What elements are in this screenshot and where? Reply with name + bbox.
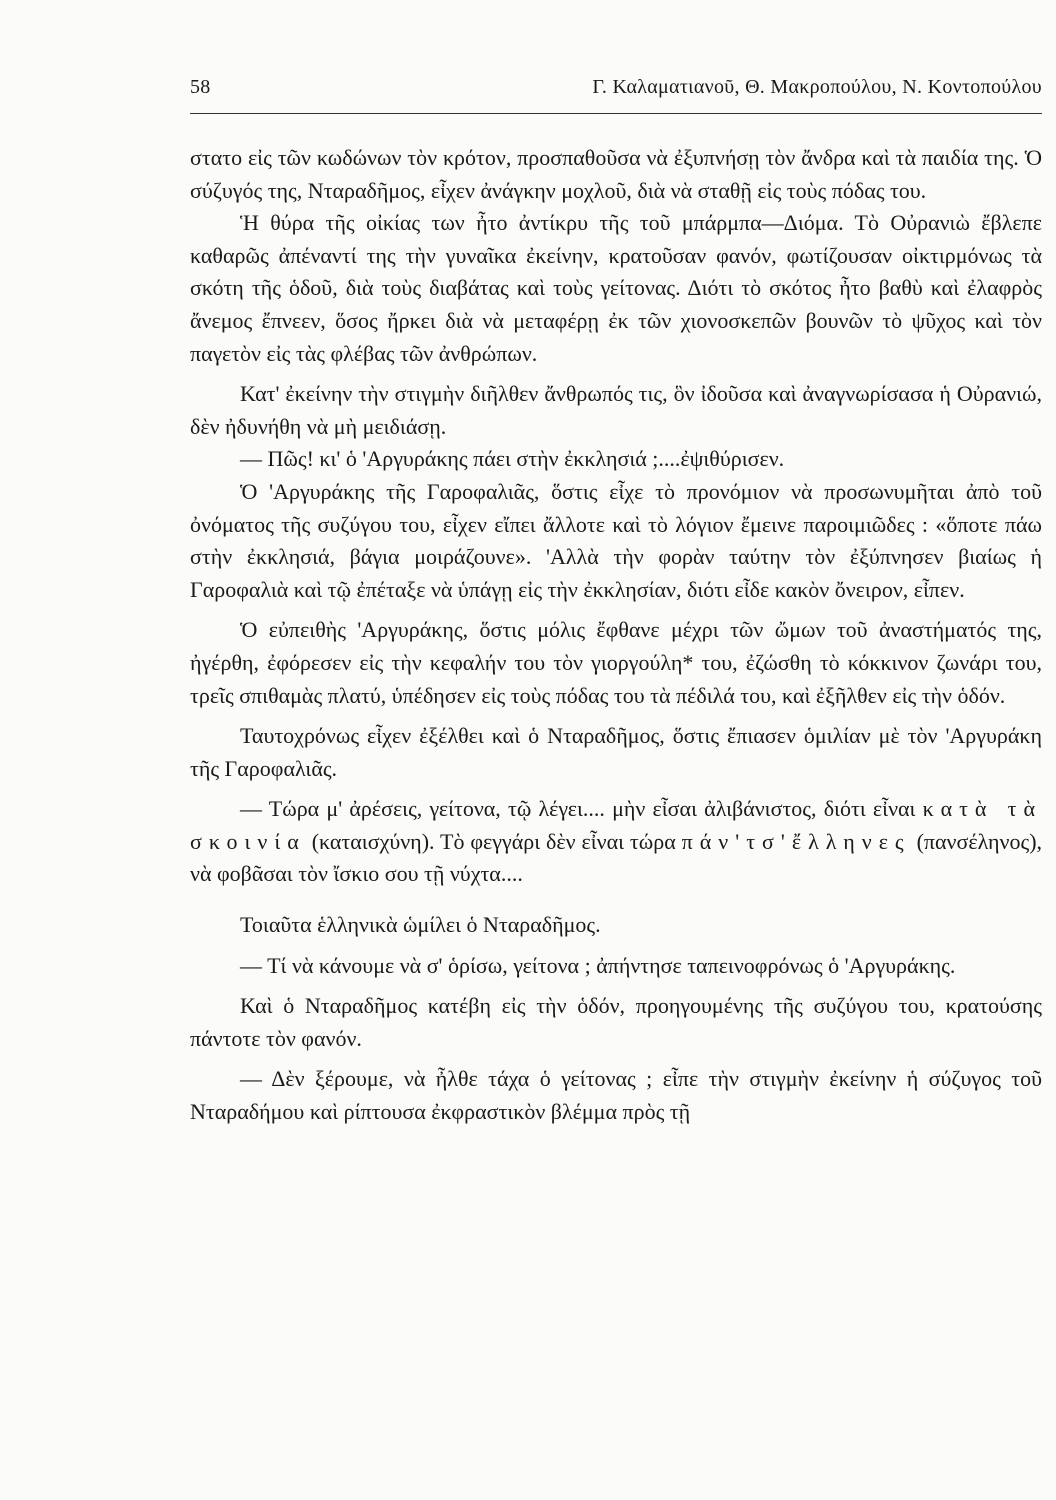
running-head-authors: Γ. Καλαματιανοῦ, Θ. Μακροπούλου, Ν. Κοντοπούλου	[592, 76, 1042, 98]
paragraph: Ὁ εὐπειθὴς 'Αργυράκης, ὅστις μόλις ἔφθανε μέχρι τῶν ὤμων τοῦ ἀναστήματός της, ἠγέρθη, ἐφόρεσεν εἰς τὴν κεφαλήν του τὸν γιοργούλη* του, ἐζώσθη τὸ κόκκινον ζωνάρι του, τρεῖς σπιθαμὰς πλατύ, ὑπέδησεν εἰς τοὺς πόδας του τὰ πέδιλά του, καὶ ἐξῆλθεν εἰς τὴν ὁδόν.	[190, 617, 1042, 708]
page-number: 58	[190, 76, 211, 98]
paragraph: — Πῶς! κι' ὁ 'Αργυράκης πάει στὴν ἐκκλησιά ;....ἐψιθύρισεν.	[240, 446, 785, 472]
paragraph: — Δὲν ξέρουμε, νὰ ἦλθε τάχα ὁ γείτονας ; εἶπε τὴν στιγμὴν ἐκείνην ἡ σύζυγος τοῦ Νταραδήμου καὶ ρίπτουσα ἐκφραστικὸν βλέμμα πρὸς τῇ	[190, 1066, 1042, 1125]
paragraph-run: — Τώρα μ' ἀρέσεις, γείτονα, τῷ λέγει.... μὴν εἶσαι ἀλιβάνιστος, διότι εἶναι	[240, 796, 916, 822]
paragraph: — Τί νὰ κάνουμε νὰ σ' ὁρίσω, γείτονα ; ἀπήντησε ταπεινοφρόνως ὁ 'Αργυράκης.	[240, 952, 956, 978]
paragraph: στατο εἰς τῶν κωδώνων τὸν κρότον, προσπαθοῦσα νὰ ἐξυπνήσῃ τὸν ἄνδρα καὶ τὰ παιδία της. Ὁ σύζυγός της, Νταραδῆμος, εἶχεν ἀνάγκην μοχλοῦ, διὰ νὰ σταθῇ εἰς τοὺς πόδας του.	[190, 145, 1042, 203]
header-rule	[190, 113, 1042, 114]
paragraph: Τοιαῦτα ἑλληνικὰ ὡμίλει ὁ Νταραδῆμος.	[240, 912, 601, 938]
paragraph-run: (καταισχύνη). Τὸ φεγγάρι δὲν εἶναι τώρα	[311, 828, 676, 854]
running-head	[190, 76, 1042, 108]
paragraph	[190, 793, 1042, 891]
spaced-phrase: κατὰ τὰ σκοινία	[190, 796, 1043, 854]
paragraph: Ὁ 'Αργυράκης τῆς Γαροφαλιᾶς, ὅστις εἶχε τὸ προνόμιον νὰ προσωνυμῆται ἀπὸ τοῦ ὀνόματος τῆς συζύγου του, εἶχεν εἴπει ἄλλοτε καὶ τὸ λόγιον ἔμεινε παροιμιῶδες : «ὅποτε πάω στὴν ἐκκλησιά, βάγια μοιράζουνε». 'Αλλὰ τὴν φορὰν ταύτην τὸν ἐξύπνησεν βιαίως ἡ Γαροφαλιὰ καὶ τῷ ἐπέταξε νὰ ὑπάγῃ εἰς τὴν ἐκκλησίαν, διότι εἶδε κακὸν ὄνειρον, εἶπεν.	[190, 478, 1042, 602]
paragraph: Κατ' ἐκείνην τὴν στιγμὴν διῆλθεν ἄνθρωπός τις, ὃν ἰδοῦσα καὶ ἀναγνωρίσασα ἡ Οὐρανιώ, δὲν ἠδυνήθη νὰ μὴ μειδιάσῃ.	[190, 381, 1042, 439]
paragraph-run: (πανσέληνος), νὰ φοβᾶσαι τὸν ἴσκιο σου τῇ νύχτα....	[190, 828, 1043, 887]
paragraph: Ἡ θύρα τῆς οἰκίας των ἦτο ἀντίκρυ τῆς τοῦ μπάρμπα—Διόμα. Τὸ Οὐρανιὼ ἔβλεπε καθαρῶς ἀπέναντί της τὴν γυναῖκα ἐκείνην, κρατοῦσαν φανόν, φωτίζουσαν οἰκτιρμόνως τὰ σκότη τῆς ὁδοῦ, διὰ τοὺς διαβάτας καὶ τοὺς γείτονας. Διότι τὸ σκότος ἦτο βαθὺ καὶ ἐλαφρὸς ἄνεμος ἔπνεεν, ὅσος ἤρκει διὰ νὰ μεταφέρῃ ἐκ τῶν χιονοσκεπῶν βουνῶν τὸ ψῦχος καὶ τὸν παγετὸν εἰς τὰς φλέβας τῶν ἀνθρώπων.	[190, 210, 1042, 366]
paragraph: Καὶ ὁ Νταραδῆμος κατέβη εἰς τὴν ὁδόν, προηγουμένης τῆς συζύγου του, κρατούσης πάντοτε τὸν φανόν.	[190, 993, 1042, 1051]
body-text	[190, 142, 1042, 1129]
spaced-phrase: πάν'τσ'ἔλληνες	[681, 828, 911, 854]
paragraph: Ταυτοχρόνως εἶχεν ἐξέλθει καὶ ὁ Νταραδῆμος, ὅστις ἔπιασεν ὁμιλίαν μὲ τὸν 'Αργυράκη τῆς Γαροφαλιᾶς.	[190, 723, 1042, 781]
